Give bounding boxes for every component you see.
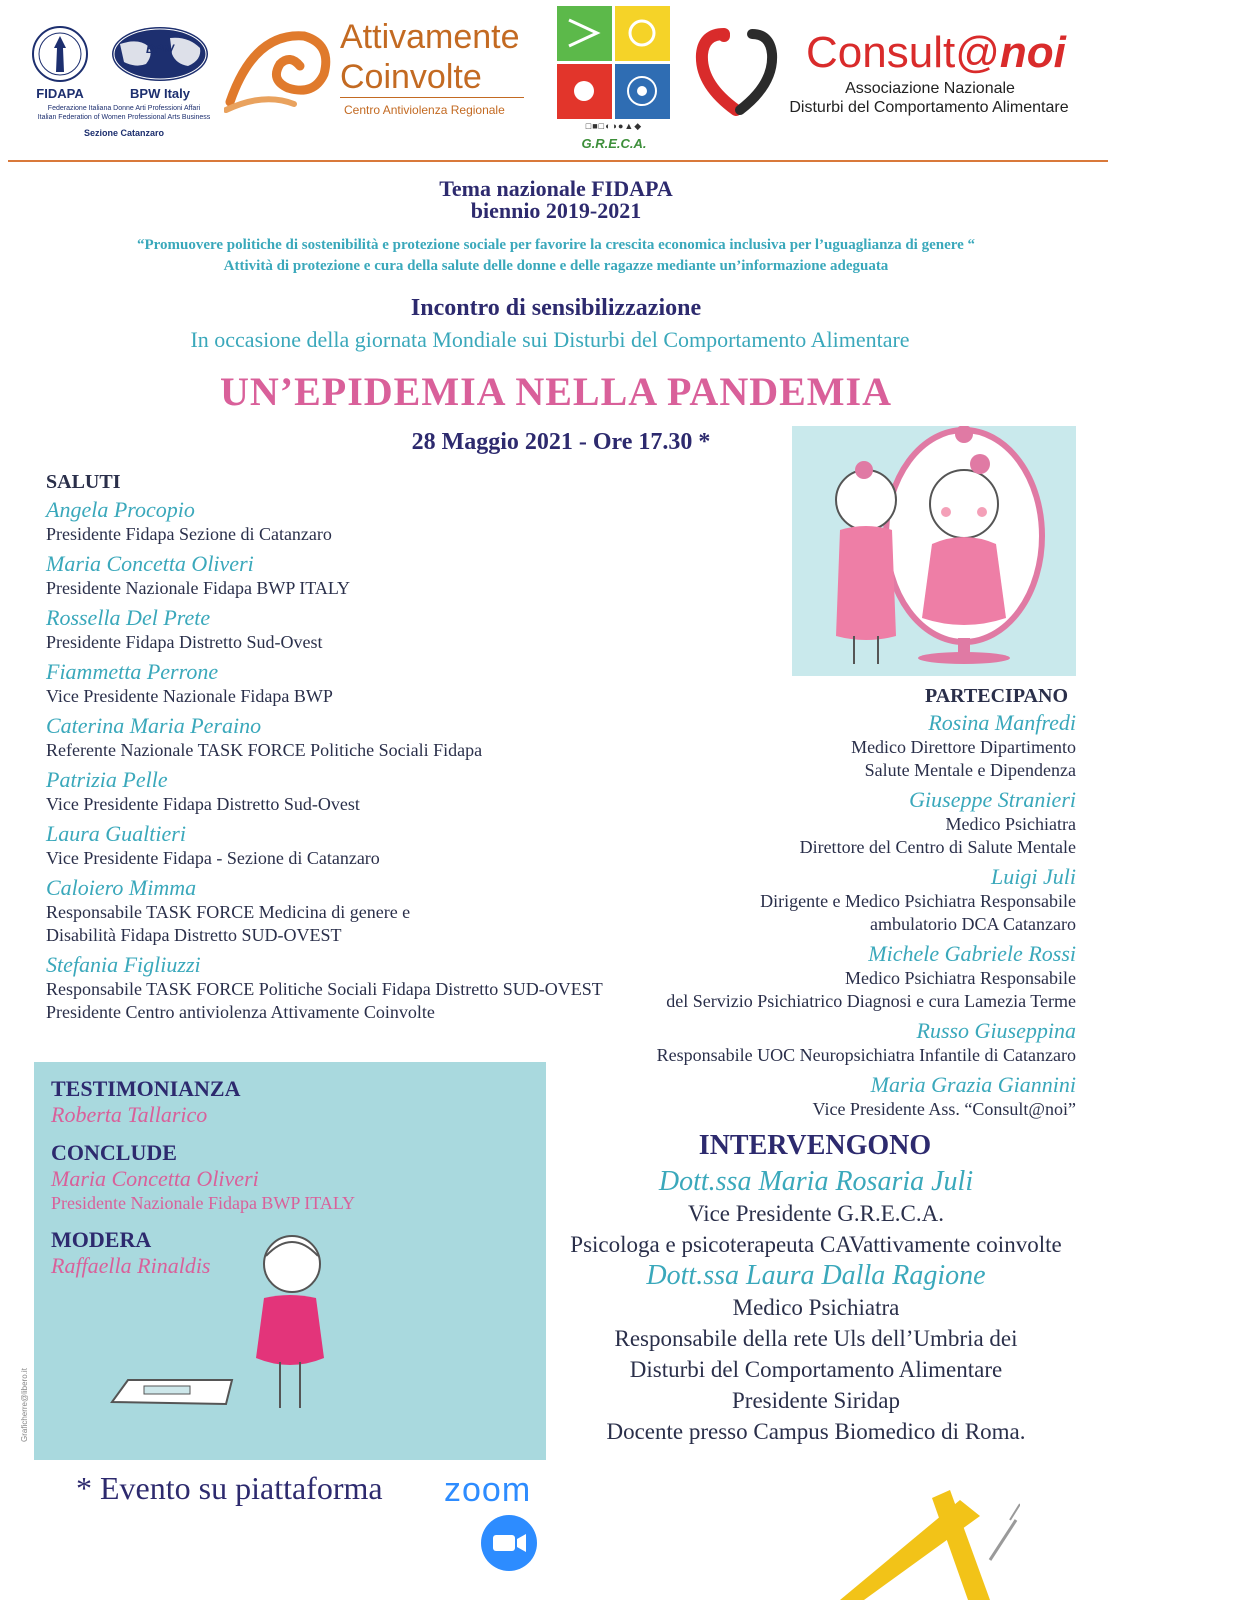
partecipano-name: Russo Giuseppina — [916, 1018, 1076, 1043]
intervengono-role: Presidente Siridap — [732, 1388, 900, 1413]
saluti-role: Responsabile TASK FORCE Politiche Sociali Fidapa Distretto SUD-OVEST — [46, 979, 603, 999]
saluti-role: Presidente Centro antiviolenza Attivamente Coinvolte — [46, 1002, 435, 1022]
conclude-role: Presidente Nazionale Fidapa BWP ITALY — [51, 1193, 356, 1213]
intervengono-role: Docente presso Campus Biomedico di Roma. — [606, 1419, 1026, 1444]
intervengono-role: Vice Presidente G.R.E.C.A. — [687, 1201, 945, 1226]
partecipano-role: Direttore del Centro di Salute Mentale — [799, 837, 1076, 857]
saluti-role: Presidente Nazionale Fidapa BWP ITALY — [46, 578, 351, 598]
partecipano-name: Michele Gabriele Rossi — [868, 941, 1076, 966]
program-box — [20, 1062, 546, 1460]
partecipano-entry — [560, 710, 1076, 782]
partecipano-role: Salute Mentale e Dipendenza — [864, 760, 1076, 780]
intervengono-role: Medico Psichiatra — [732, 1295, 900, 1320]
saluti-heading: SALUTI — [46, 471, 121, 493]
saluti-name: Stefania Figliuzzi — [46, 952, 201, 977]
incontro-heading: Incontro di sensibilizzazione — [410, 295, 702, 321]
tema-quote-2: Attività di protezione e cura della salute delle donne e delle ragazze mediante un’informazione adeguata — [223, 258, 889, 274]
intervengono-name: Dott.ssa Maria Rosaria Juli — [658, 1166, 974, 1197]
saluti-role: Presidente Fidapa Sezione di Catanzaro — [46, 524, 332, 544]
consult-title — [806, 28, 1066, 78]
designer-credit: Graficherre@libero.it — [20, 1368, 29, 1442]
consult-name-b: noi — [999, 28, 1066, 77]
conclude-name: Maria Concetta Oliveri — [51, 1166, 259, 1191]
partecipano-name: Giuseppe Stranieri — [909, 787, 1076, 812]
saluti-role: Vice Presidente Fidapa Distretto Sud-Ovest — [46, 794, 360, 814]
saluti-role: Presidente Fidapa Distretto Sud-Ovest — [46, 632, 323, 652]
fidapa-label: FIDAPA — [36, 86, 84, 101]
saluti-role: Disabilità Fidapa Distretto SUD-OVEST — [46, 925, 342, 945]
event-title: UN’EPIDEMIA NELLA PANDEMIA — [220, 369, 892, 414]
event-date: 28 Maggio 2021 - Ore 17.30 * — [411, 429, 711, 455]
greca-logo-icon — [557, 6, 671, 120]
partecipano-role: Medico Psichiatra — [945, 814, 1076, 834]
partecipano-role: Medico Psichiatra Responsabile — [845, 968, 1076, 988]
saluti-name: Caterina Maria Peraino — [46, 713, 262, 738]
saluti-entry — [46, 551, 736, 600]
modera-heading: MODERA — [51, 1227, 152, 1252]
partecipano-heading: PARTECIPANO — [925, 685, 1068, 707]
saluti-name: Caloiero Mimma — [46, 875, 197, 900]
greca-label: G.R.E.C.A. — [581, 136, 647, 151]
partecipano-role: Dirigente e Medico Psichiatra Responsabile — [760, 891, 1076, 911]
intervengono-role: Responsabile della rete Uls dell’Umbria dei — [614, 1326, 1018, 1351]
saluti-name: Laura Gualtieri — [46, 821, 186, 846]
partecipano-entry — [560, 1072, 1076, 1121]
saluti-name: Patrizia Pelle — [46, 767, 168, 792]
logo-strip — [0, 0, 1120, 162]
partecipano-role: Medico Direttore Dipartimento — [851, 737, 1076, 757]
testimonianza-heading: TESTIMONIANZA — [51, 1076, 241, 1101]
fidapa-fullname-en: Italian Federation of Women Professional Arts Business — [37, 114, 211, 121]
intervengono-heading: INTERVENGONO — [698, 1130, 932, 1161]
saluti-name: Rossella Del Prete — [46, 605, 211, 630]
partecipano-role: del Servizio Psichiatrico Diagnosi e cura Lamezia Terme — [666, 991, 1076, 1011]
testimonianza-name: Roberta Tallarico — [51, 1102, 208, 1127]
tema-biennio: biennio 2019-2021 — [470, 198, 642, 223]
consult-name-a: Consult@ — [806, 28, 1000, 77]
partecipano-entry — [560, 787, 1076, 859]
saluti-role: Vice Presidente Nazionale Fidapa BWP — [46, 686, 333, 706]
saluti-role: Vice Presidente Fidapa - Sezione di Catanzaro — [46, 848, 380, 868]
intervengono-role: Disturbi del Comportamento Alimentare — [629, 1357, 1003, 1382]
partecipano-entry — [560, 941, 1076, 1013]
partecipano-name: Maria Grazia Giannini — [870, 1072, 1076, 1097]
girl-scale-illustration — [104, 1222, 354, 1422]
attivamente-subtitle: Centro Antiviolenza Regionale — [344, 103, 505, 117]
partecipano-name: Luigi Juli — [991, 864, 1076, 889]
saluti-role: Referente Nazionale TASK FORCE Politiche Sociali Fidapa — [46, 740, 483, 760]
partecipano-role: Vice Presidente Ass. “Consult@noi” — [812, 1099, 1076, 1119]
zoom-event-note: * Evento su piattaforma — [76, 1470, 383, 1506]
modera-name: Raffaella Rinaldis — [51, 1253, 211, 1278]
consult-line1: Associazione Nazionale — [845, 80, 1015, 97]
girl-mirror-illustration — [792, 426, 1076, 676]
saluti-name: Fiammetta Perrone — [46, 659, 219, 684]
fidapa-fullname-it: Federazione Italiana Donne Arti Professioni Affari — [47, 105, 201, 112]
saluti-name: Angela Procopio — [46, 497, 195, 522]
attivamente-line1: Attivamente — [340, 18, 520, 56]
attivamente-swirl-icon — [224, 22, 336, 118]
intervengono-name: Dott.ssa Laura Dalla Ragione — [646, 1260, 986, 1291]
zoom-wordmark: zoom — [444, 1471, 532, 1509]
saluti-entry — [46, 605, 736, 654]
zoom-camera-icon — [480, 1514, 538, 1572]
intervengono-list — [546, 1166, 1086, 1447]
attivamente-divider — [340, 97, 524, 98]
consult-line2: Disturbi del Comportamento Alimentare — [789, 99, 1069, 116]
partecipano-role: Responsabile UOC Neuropsichiatra Infantile di Catanzaro — [656, 1045, 1076, 1065]
fidapa-section: Sezione Catanzaro — [83, 128, 165, 138]
tema-quote-1: “Promuovere politiche di sostenibilità e protezione sociale per favorire la crescita economica inclusiva per l’uguaglianza di genere “ — [136, 237, 976, 253]
attivamente-line2: Coinvolte — [340, 58, 482, 96]
partecipano-list — [560, 710, 1076, 1121]
saluti-role: Responsabile TASK FORCE Medicina di genere e — [46, 902, 411, 922]
greca-symbols: □■□◐◑●▲◆ — [585, 121, 643, 131]
partecipano-role: ambulatorio DCA Catanzaro — [870, 914, 1076, 934]
measuring-tape-fork-illustration — [840, 1490, 1020, 1600]
partecipano-entry — [560, 1018, 1076, 1067]
saluti-name: Maria Concetta Oliveri — [46, 551, 254, 576]
header-divider — [8, 160, 1108, 162]
partecipano-name: Rosina Manfredi — [928, 710, 1076, 735]
bpw-globe-text: BPW — [146, 42, 174, 56]
tema-title: Tema nazionale FIDAPA — [439, 176, 673, 201]
intervengono-role: Psicologa e psicoterapeuta CAVattivamente coinvolte — [570, 1232, 1062, 1257]
saluti-entry — [46, 497, 736, 546]
saluti-entry — [46, 659, 736, 708]
partecipano-entry — [560, 864, 1076, 936]
occasione-line: In occasione della giornata Mondiale sui Disturbi del Comportamento Alimentare — [190, 327, 910, 352]
conclude-heading: CONCLUDE — [51, 1140, 177, 1165]
fidapa-logo-icon — [30, 22, 90, 86]
bpw-label: BPW Italy — [130, 86, 190, 101]
